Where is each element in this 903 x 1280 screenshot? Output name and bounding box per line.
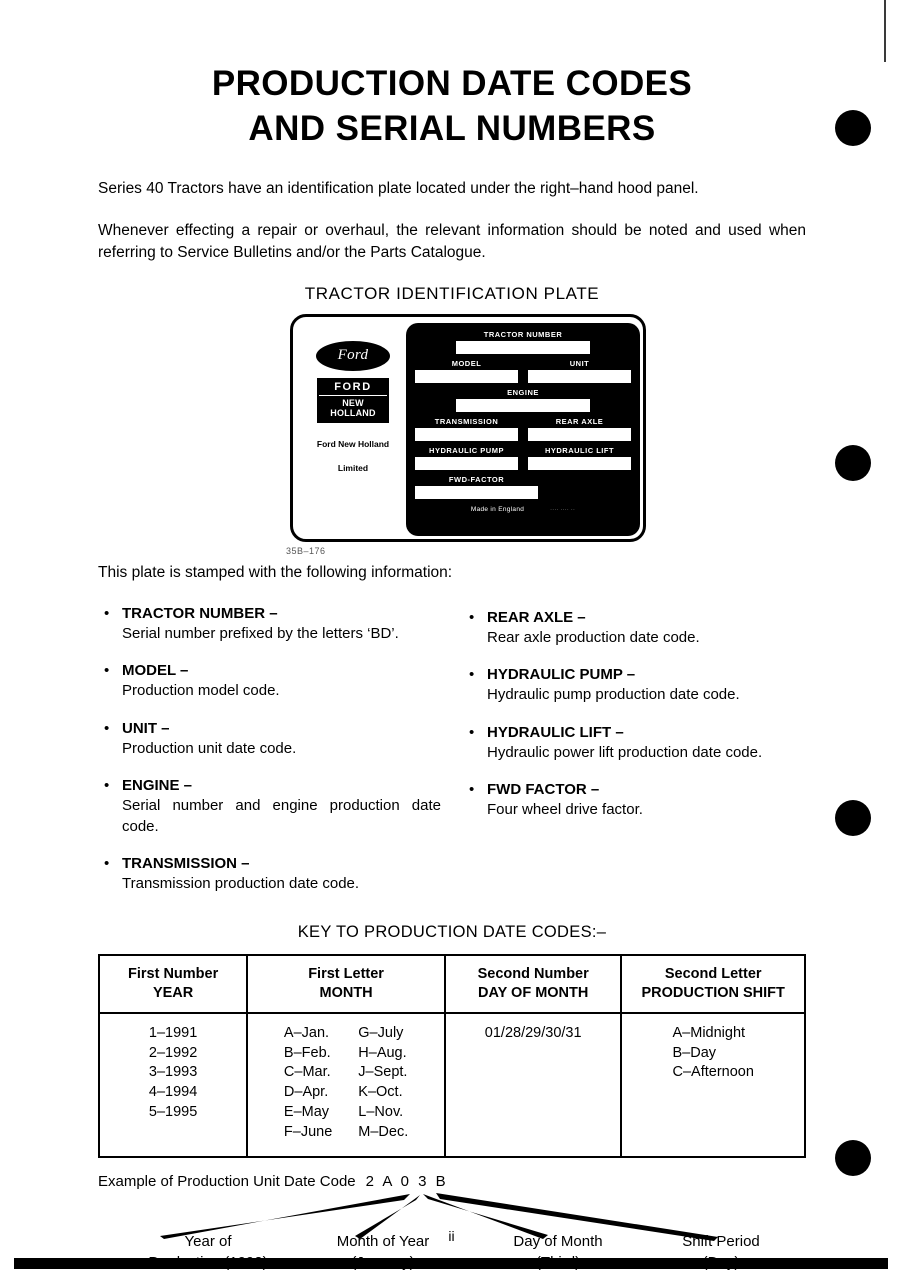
bullet-marker-icon: •	[104, 854, 110, 872]
plate-field-blank	[456, 399, 590, 412]
header-bottom: MONTH	[319, 985, 373, 1002]
plate-brand-panel	[299, 323, 407, 535]
plate-field-unit	[528, 359, 631, 383]
plate-field-transmission	[415, 417, 518, 441]
field-term: REAR AXLE –	[487, 608, 586, 626]
plate-field-blank	[456, 341, 590, 354]
month-code: L–Nov.	[358, 1103, 404, 1120]
month-code: E–May	[283, 1103, 330, 1120]
field-description: Transmission production date code.	[122, 875, 360, 893]
plate-field-rear-axle	[528, 417, 631, 441]
bullet-marker-icon: •	[469, 781, 475, 799]
example-code-value: 2 A 0 3 B	[365, 1173, 449, 1191]
month-code: B–Feb.	[283, 1044, 331, 1061]
list-item	[98, 719, 441, 760]
binder-hole	[835, 800, 871, 836]
plate-field-label: FWD-FACTOR	[448, 474, 505, 484]
month-code: F–June	[283, 1123, 333, 1140]
plate-field-hydraulic-lift	[528, 446, 631, 470]
field-term: HYDRAULIC PUMP –	[487, 666, 636, 684]
bullet-marker-icon: •	[469, 666, 475, 684]
cell-year-codes	[99, 1013, 247, 1157]
plate-field-label: UNIT	[569, 358, 590, 368]
page-title	[98, 62, 806, 152]
header-top: Second Number	[477, 966, 589, 983]
plate-field-label: ENGINE	[507, 387, 539, 397]
plate-field-row-transmission-axle	[415, 417, 631, 446]
day-code: 01/28/29/30/31	[484, 1025, 582, 1042]
bullet-marker-icon: •	[104, 719, 110, 737]
year-code: 4–1994	[148, 1084, 198, 1101]
plate-field-row-model-unit	[415, 359, 631, 388]
header-bottom: DAY OF MONTH	[477, 985, 589, 1002]
header-top: Second Letter	[664, 966, 762, 983]
intro-paragraph-1: Series 40 Tractors have an identification plate located under the right–hand hood panel.	[98, 179, 699, 197]
month-code: A–Jan.	[283, 1025, 330, 1042]
identification-plate-figure	[98, 314, 806, 562]
plate-made-in-text: Made in England	[470, 505, 525, 513]
field-description: Serial number and engine production date code.	[122, 797, 441, 835]
key-table-title: KEY TO PRODUCTION DATE CODES:–	[297, 923, 607, 942]
field-descriptions-right	[463, 604, 806, 912]
year-code: 5–1995	[148, 1103, 198, 1120]
plate-company-suffix: Limited	[337, 463, 369, 474]
cell-day-codes	[445, 1013, 622, 1157]
column-header-year	[99, 955, 247, 1013]
field-term: FWD FACTOR –	[487, 781, 600, 799]
month-code: M–Dec.	[358, 1123, 409, 1140]
plate-field-blank	[415, 457, 518, 470]
cell-month-codes	[247, 1013, 445, 1157]
shift-code: A–Midnight	[672, 1025, 746, 1042]
year-code: 2–1992	[148, 1044, 198, 1061]
plate-field-row-hydraulics	[415, 446, 631, 475]
month-code: G–July	[358, 1025, 404, 1042]
plate-field-label: HYDRAULIC PUMP	[429, 445, 504, 455]
plate-outer-body	[290, 314, 646, 542]
production-date-code-table	[98, 954, 806, 1158]
binder-hole	[835, 445, 871, 481]
list-item	[463, 608, 806, 649]
shift-code: C–Afternoon	[672, 1064, 754, 1081]
plate-field-blank	[528, 457, 631, 470]
month-code: H–Aug.	[358, 1044, 407, 1061]
list-item	[463, 665, 806, 706]
plate-company-name: Ford New Holland	[316, 439, 390, 450]
logo-line-ford: FORD	[319, 381, 387, 396]
shift-code: B–Day	[672, 1044, 717, 1061]
page-title-line-1: PRODUCTION DATE CODES	[211, 64, 693, 103]
list-item	[463, 780, 806, 821]
field-description: Production unit date code.	[122, 739, 297, 757]
month-code: J–Sept.	[358, 1064, 408, 1081]
plate-field-tractor-number	[415, 330, 631, 354]
list-item	[98, 776, 441, 837]
column-header-shift	[621, 955, 805, 1013]
plate-field-label: TRACTOR NUMBER	[483, 329, 563, 339]
binder-hole	[835, 110, 871, 146]
plate-part-number: ···· ···· ··	[550, 506, 576, 513]
plate-field-label: HYDRAULIC LIFT	[544, 445, 615, 455]
scan-edge-artifact	[884, 0, 886, 62]
field-description: Four wheel drive factor.	[487, 801, 643, 819]
plate-field-engine	[415, 388, 631, 412]
list-item	[98, 661, 441, 702]
list-item	[98, 854, 441, 895]
plate-field-blank	[528, 370, 631, 383]
field-term: HYDRAULIC LIFT –	[487, 723, 624, 741]
ford-oval-logo-icon	[316, 341, 390, 371]
callout-line-1: Shift Period	[682, 1233, 760, 1251]
field-term: UNIT –	[122, 719, 170, 737]
plate-field-blank	[415, 428, 518, 441]
year-code: 1–1991	[148, 1025, 198, 1042]
field-descriptions-left	[98, 604, 441, 912]
month-codes-second-half	[358, 1024, 408, 1142]
plate-data-panel	[406, 323, 640, 536]
plate-field-label: TRANSMISSION	[434, 416, 499, 426]
plate-field-label: REAR AXLE	[555, 416, 604, 426]
header-bottom: YEAR	[152, 985, 194, 1002]
field-description: Hydraulic pump production date code.	[487, 686, 740, 704]
column-header-day	[445, 955, 622, 1013]
header-top: First Letter	[308, 966, 384, 983]
field-term: MODEL –	[122, 662, 189, 680]
binder-hole	[835, 1140, 871, 1176]
plate-made-in	[415, 506, 631, 513]
ford-new-holland-logo-icon	[317, 378, 389, 424]
plate-field-model	[415, 359, 518, 383]
bullet-marker-icon: •	[104, 604, 110, 622]
page-title-line-2: AND SERIAL NUMBERS	[248, 108, 656, 148]
bullet-marker-icon: •	[469, 723, 475, 741]
example-label: Example of Production Unit Date Code	[98, 1173, 356, 1191]
field-description-columns	[98, 604, 806, 912]
plate-field-blank	[415, 486, 538, 499]
footer-rule	[14, 1258, 888, 1269]
field-description: Serial number prefixed by the letters ‘BD’.	[122, 624, 399, 642]
cell-shift-codes	[621, 1013, 805, 1157]
bullet-marker-icon: •	[104, 662, 110, 680]
month-codes-first-half	[284, 1024, 332, 1142]
field-term: TRANSMISSION –	[122, 854, 250, 872]
month-code: K–Oct.	[358, 1084, 403, 1101]
header-bottom: PRODUCTION SHIFT	[641, 985, 785, 1002]
callout-line-1: Year of	[184, 1233, 232, 1251]
page-content	[98, 62, 806, 1280]
figure-caption: TRACTOR IDENTIFICATION PLATE	[304, 283, 600, 303]
year-code: 3–1993	[148, 1064, 198, 1081]
table-header-row	[99, 955, 805, 1013]
field-term: TRACTOR NUMBER –	[122, 604, 278, 622]
list-item	[98, 604, 441, 645]
plate-field-fwd-factor	[415, 475, 631, 499]
field-term: ENGINE –	[122, 777, 193, 795]
ford-oval-text: Ford	[337, 347, 369, 364]
field-description: Rear axle production date code.	[487, 628, 700, 646]
column-header-month	[247, 955, 445, 1013]
month-code: C–Mar.	[283, 1064, 331, 1081]
callout-line-1: Day of Month	[513, 1233, 603, 1251]
bullet-marker-icon: •	[104, 777, 110, 795]
table-row	[99, 1013, 805, 1157]
page-number: ii	[448, 1228, 455, 1244]
intro-paragraph-2: Whenever effecting a repair or overhaul, the relevant information should be noted and used when referring to Service Bulletins and/or the Parts Catalogue.	[98, 221, 806, 261]
plate-field-blank	[528, 428, 631, 441]
plate-field-label: MODEL	[451, 358, 482, 368]
list-item	[463, 723, 806, 764]
callout-line-1: Month of Year	[336, 1233, 430, 1251]
figure-reference-number: 35B–176	[286, 545, 326, 556]
field-description: Hydraulic power lift production date code.	[487, 743, 763, 761]
bullet-marker-icon: •	[469, 608, 475, 626]
plate-field-blank	[415, 370, 518, 383]
field-description: Production model code.	[122, 682, 280, 700]
plate-field-hydraulic-pump	[415, 446, 518, 470]
example-heading	[98, 1172, 806, 1192]
header-top: First Number	[128, 966, 219, 983]
logo-line-new-holland: NEW HOLLAND	[330, 397, 376, 419]
month-code: D–Apr.	[283, 1084, 329, 1101]
stamped-intro-paragraph: This plate is stamped with the following information:	[98, 563, 453, 581]
